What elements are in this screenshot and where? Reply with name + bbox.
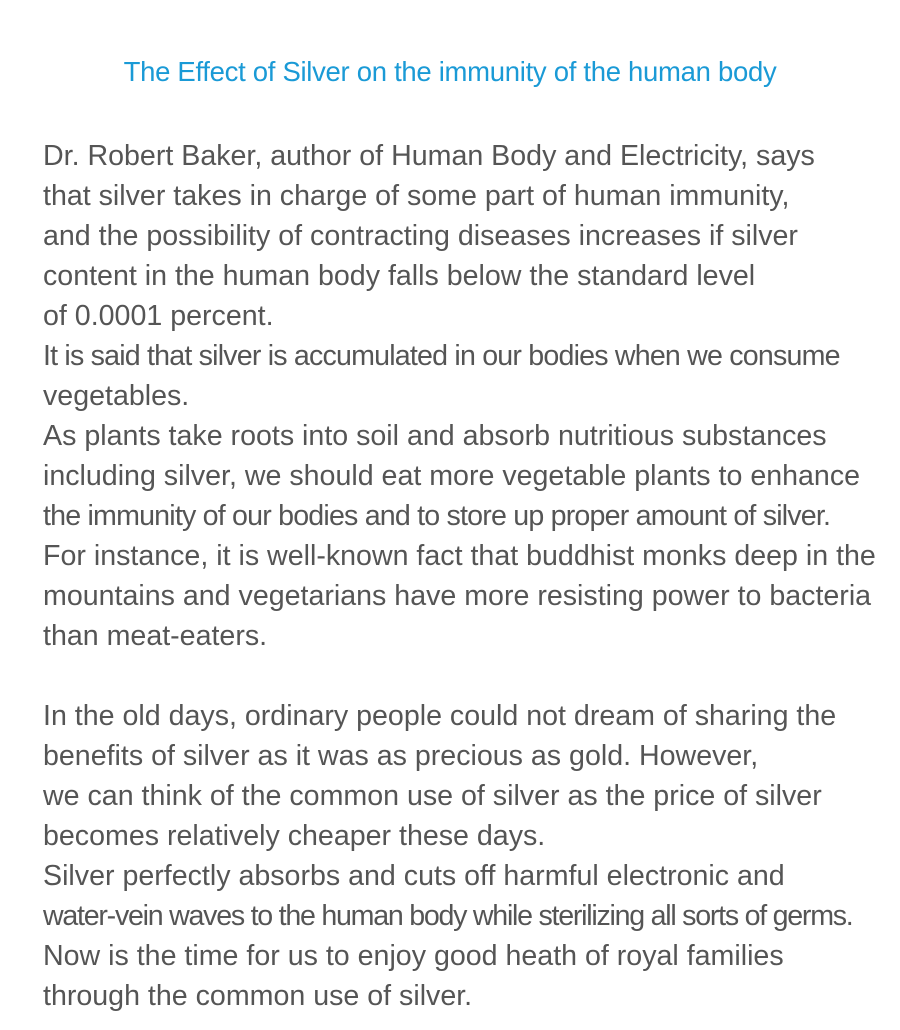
text-line: the immunity of our bodies and to store up proper amount of silver.	[43, 500, 831, 532]
text-line: content in the human body falls below the standard level	[43, 260, 756, 292]
text-line: benefits of silver as it was as precious as gold. However,	[43, 740, 759, 772]
text-line: mountains and vegetarians have more resisting power to bacteria	[43, 580, 872, 612]
text-line: we can think of the common use of silver as the price of silver	[43, 780, 822, 812]
text-line: As plants take roots into soil and absorb nutritious substances	[43, 420, 827, 452]
paragraph-spacer	[43, 656, 895, 696]
paragraph-2	[43, 696, 895, 1016]
text-line: vegetables.	[43, 380, 190, 412]
text-line: that silver takes in charge of some part of human immunity,	[43, 180, 790, 212]
text-line: including silver, we should eat more vegetable plants to enhance	[43, 460, 861, 492]
text-line: Silver perfectly absorbs and cuts off harmful electronic and	[43, 860, 785, 892]
text-line: becomes relatively cheaper these days.	[43, 820, 546, 852]
text-line: For instance, it is well-known fact that buddhist monks deep in the	[43, 540, 876, 572]
text-line: of 0.0001 percent.	[43, 300, 274, 332]
text-line: Dr. Robert Baker, author of Human Body and Electricity, says	[43, 140, 815, 172]
paragraph-1	[43, 136, 895, 656]
text-line: Now is the time for us to enjoy good heath of royal families	[43, 940, 784, 972]
text-line: than meat-eaters.	[43, 620, 268, 652]
text-line: through the common use of silver.	[43, 980, 473, 1012]
text-line: In the old days, ordinary people could not dream of sharing the	[43, 700, 837, 732]
text-line: water-vein waves to the human body while sterilizing all sorts of germs.	[43, 900, 853, 932]
document-title: The Effect of Silver on the immunity of the human body	[123, 56, 777, 87]
text-line: and the possibility of contracting diseases increases if silver	[43, 220, 798, 252]
text-line: It is said that silver is accumulated in our bodies when we consume	[43, 340, 840, 372]
document-body	[43, 136, 895, 1016]
